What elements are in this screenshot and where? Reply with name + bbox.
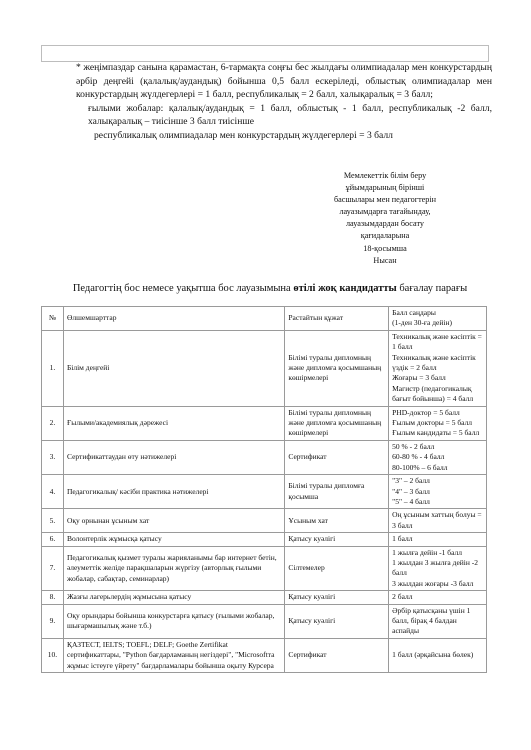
header-document: Растайтын құжат bbox=[285, 307, 389, 331]
row-document: Білімі туралы дипломның және дипломға қосымшаның көшірмелері bbox=[285, 406, 389, 440]
appendix-line: 18-қосымша bbox=[363, 243, 407, 253]
score-line: 3 жылдан жоғары -3 балл bbox=[392, 578, 474, 588]
row-score bbox=[389, 475, 487, 509]
row-criteria: ҚАЗТЕСТ, IELTS; TOEFL; DELF; Goethe Zertifikat сертификаттары, "Python бағдарламаның негіздері", "Microsoftта жұмыс істеуге үйрету" бағдарламалары бойынша оқыту Курсера bbox=[63, 638, 284, 672]
title-post: бағалау парағы bbox=[396, 283, 468, 294]
table-row bbox=[42, 330, 487, 406]
row-score bbox=[389, 638, 487, 672]
page-title bbox=[50, 283, 490, 294]
row-criteria: Сертификаттаудан өту нәтижелері bbox=[63, 440, 284, 474]
score-line: 80-100% – 6 балл bbox=[392, 462, 448, 472]
score-line: 1 жылға дейін -1 балл bbox=[392, 547, 462, 557]
row-document: Білімі туралы дипломға қосымша bbox=[285, 475, 389, 509]
row-number: 10. bbox=[42, 638, 64, 672]
appendix-line: Нысан bbox=[373, 255, 397, 265]
row-criteria: Білім деңгейі bbox=[63, 330, 284, 406]
score-line: PHD-доктор = 5 балл bbox=[392, 407, 460, 417]
row-criteria: Педагогикалық қызмет туралы жарияланымы бар интернет бетін, әлеуметтік желіде парақшаларын жүргізу (авторлық ғылыми жобалар, сабақтар, семинарлар) bbox=[63, 546, 284, 591]
row-document: Сертификат bbox=[285, 440, 389, 474]
row-criteria: Жазғы лагерьлердің жұмысына қатысу bbox=[63, 591, 284, 604]
table-row bbox=[42, 440, 487, 474]
table-row bbox=[42, 406, 487, 440]
row-document: Білімі туралы дипломның және дипломға қосымшаның көшірмелері bbox=[285, 330, 389, 406]
row-criteria: Волонтерлік жұмысқа қатысу bbox=[63, 533, 284, 546]
row-document: Ұсыным хат bbox=[285, 509, 389, 533]
row-number: 7. bbox=[42, 546, 64, 591]
table-row bbox=[42, 533, 487, 546]
row-number: 8. bbox=[42, 591, 64, 604]
score-line: Жоғары = 3 балл bbox=[392, 373, 446, 383]
row-number: 4. bbox=[42, 475, 64, 509]
row-document: Қатысу куәлігі bbox=[285, 533, 389, 546]
score-line: 2 балл bbox=[392, 592, 413, 602]
row-number: 5. bbox=[42, 509, 64, 533]
title-pre: Педагогтің бос немесе уақытша бос лауазымына bbox=[72, 283, 294, 294]
score-line: "5" – 4 балл bbox=[392, 496, 430, 506]
header-score bbox=[389, 307, 487, 331]
intro-paragraph-1: * жеңімпаздар санына қарамастан, 6-тармақта соңғы бес жылдағы олимпиадалар мен конкурстардың әрбір деңгейі (қалалық/аудандық) бойынша 0,5 балл ескеріледі, облыстық олимпиадалар мен конкурстардың жүлдегерлері = 1 балл, республикалық = 2 балл, халықаралық = 3 балл; bbox=[76, 62, 492, 101]
row-document: Сертификат bbox=[285, 638, 389, 672]
row-document: Қатысу куәлігі bbox=[285, 591, 389, 604]
score-line: 1 балл (әрқайсына бөлек) bbox=[392, 650, 474, 660]
table-row bbox=[42, 591, 487, 604]
appendix-line: лауазымдарға тағайындау, bbox=[339, 207, 431, 217]
score-line: Техникалық және кәсіптік = 1 балл bbox=[392, 331, 482, 352]
score-line: 1 балл bbox=[392, 534, 413, 544]
appendix-line: ұйымдарының бірінші bbox=[345, 183, 425, 193]
score-line: Ғылым кандидаты = 5 балл bbox=[392, 428, 480, 438]
score-line: "4" – 3 балл bbox=[392, 486, 430, 496]
header-no: № bbox=[42, 307, 64, 331]
title-bold: өтілі жоқ кандидатты bbox=[293, 283, 397, 294]
row-score bbox=[389, 406, 487, 440]
row-number: 1. bbox=[42, 330, 64, 406]
score-line: Техникалық және кәсіптік үздік = 2 балл bbox=[392, 352, 476, 373]
appendix-line: басшылары мен педагогтерін bbox=[333, 195, 437, 205]
score-line: Оң ұсыным хаттың болуы = 3 балл bbox=[392, 510, 482, 530]
table-row bbox=[42, 604, 487, 638]
row-criteria: Ғылыми/академиялық дәрежесі bbox=[63, 406, 284, 440]
row-criteria: Педагогикалық/ кәсіби практика нәтижелері bbox=[63, 475, 284, 509]
row-document: Сілтемелер bbox=[285, 546, 389, 591]
table-body bbox=[42, 330, 487, 672]
score-line: Магистр (педагогикалық бағыт бойынша) = 4 балл bbox=[392, 383, 474, 404]
row-criteria: Оқу орнынан ұсыным хат bbox=[63, 509, 284, 533]
row-score bbox=[389, 330, 487, 406]
score-line: Әрбір қатысқаны үшін 1 балл, бірақ 4 балдан аспайды bbox=[392, 605, 471, 636]
row-number: 2. bbox=[42, 406, 64, 440]
score-line: "3" – 2 балл bbox=[392, 476, 430, 486]
score-line: 1 жылдан 3 жылға дейін -2 балл bbox=[392, 557, 479, 578]
table-row bbox=[42, 509, 487, 533]
row-score bbox=[389, 591, 487, 604]
intro-notes bbox=[76, 61, 492, 143]
row-score bbox=[389, 533, 487, 546]
evaluation-table bbox=[41, 306, 487, 673]
row-score bbox=[389, 509, 487, 533]
table-row bbox=[42, 546, 487, 591]
intro-paragraph-2: ғылыми жобалар: қалалық/аудандық = 1 балл, облыстық - 1 балл, республикалық -2 балл, халықаралық – тиісінше 3 балл тиісінше bbox=[88, 102, 492, 128]
row-score bbox=[389, 546, 487, 591]
table-header-row bbox=[42, 307, 487, 331]
header-score-line: (1-ден 30-ға дейін) bbox=[392, 318, 452, 328]
score-line: 60-80 % - 4 балл bbox=[392, 452, 445, 462]
appendix-line: лауазымдардан босату bbox=[345, 219, 425, 229]
header-score-line: Балл саңдары bbox=[392, 308, 436, 317]
row-number: 9. bbox=[42, 604, 64, 638]
row-score bbox=[389, 604, 487, 638]
appendix-line: Мемлекеттік білім беру bbox=[343, 171, 427, 180]
table-row bbox=[42, 638, 487, 672]
intro-paragraph-3: республикалық олимпиадалар мен конкурстардың жүлдегерлері = 3 балл bbox=[94, 129, 393, 141]
appendix-line: қағидаларына bbox=[360, 231, 410, 241]
table-row bbox=[42, 475, 487, 509]
score-line: Ғылым докторы = 5 балл bbox=[392, 418, 473, 428]
score-line: 50 % - 2 балл bbox=[392, 441, 435, 451]
row-number: 3. bbox=[42, 440, 64, 474]
header-criteria: Өлшемшарттар bbox=[63, 307, 284, 331]
row-document: Қатысу куәлігі bbox=[285, 604, 389, 638]
row-number: 6. bbox=[42, 533, 64, 546]
row-criteria: Оқу орындары бойынша конкурстарға қатысу (ғылыми жобалар, шығармашылық және т.б.) bbox=[63, 604, 284, 638]
header-box bbox=[41, 45, 489, 62]
appendix-note bbox=[310, 170, 460, 267]
row-score bbox=[389, 440, 487, 474]
